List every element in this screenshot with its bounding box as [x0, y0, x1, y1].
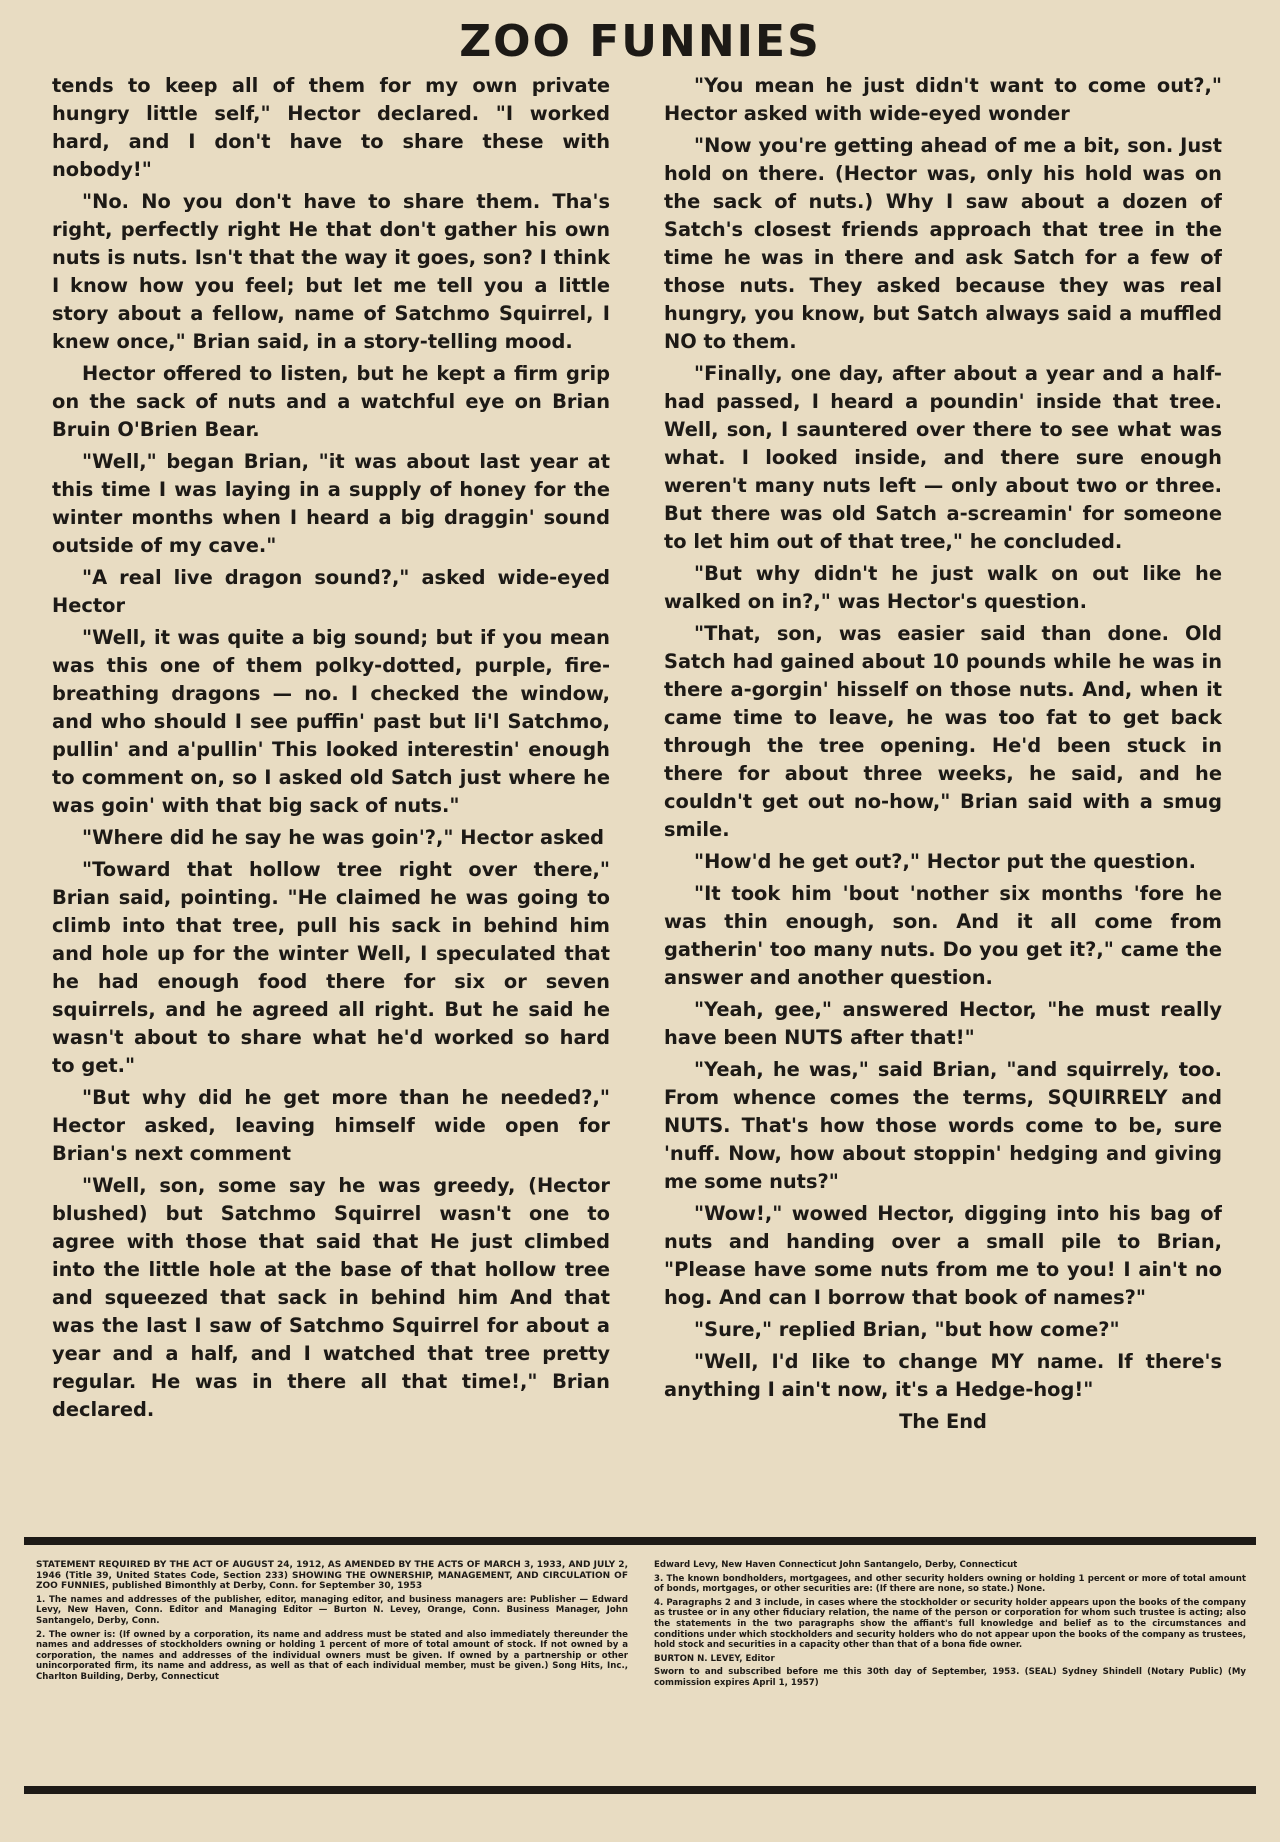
- statement-column-left: [36, 1560, 628, 1772]
- statement-paragraph: Sworn to and subscribed before me this 30th day of September, 1953. (SEAL) Sydney Shindell (Notary Public) (My commission expires April 1, 1957): [654, 1667, 1246, 1688]
- statement-paragraph: 4. Paragraphs 2 and 3 include, in cases where the stockholder or security holder appears upon the books of the company as trustee or in any other fiduciary relation, the name of the person or corporation for whom such trustee is acting; also the statements in the two paragraphs show the affiant's full knowledge and belief as to the circumstances and conditions under which stockholders and security holders who do not appear upon the books of the company as trustees, hold stock and securities in a capacity other than that of a bona fide owner.: [654, 1597, 1246, 1651]
- story-paragraph: "But why didn't he just walk on out like he walked on in?," was Hector's question.: [664, 562, 1222, 613]
- story-paragraph: "How'd he get out?," Hector put the question.: [694, 850, 1196, 873]
- story-paragraph: "Where did he say he was goin'?," Hector asked: [82, 826, 605, 849]
- story-paragraph: "Well, son, some say he was greedy, (Hector blushed) but Satchmo Squirrel wasn't one to agree with those that said that He just climbed into the little hole at the base of that hollow tree and squeezed that sack in behind him And that was the last I saw of Satchmo Squirrel for about a year and a half, and I watched that tree pretty regular. He was in there all that time!," Brian declared.: [52, 1174, 610, 1421]
- statement-paragraph: BURTON N. LEVEY, Editor: [654, 1653, 775, 1664]
- divider-rule-bottom: [24, 1786, 1256, 1794]
- story-paragraph: "That, son, was easier said than done. Old Satch had gained about 10 pounds while he was in there a-gorgin' hisself on those nuts. And, when it came time to leave, he was too fat to get back through the tree opening. He'd been stuck in there for about three weeks, he said, and he couldn't get out no-how," Brian said with a smug smile.: [664, 622, 1222, 841]
- story-paragraph: "You mean he just didn't want to come out?," Hector asked with wide-eyed wonder: [664, 74, 1222, 125]
- story-paragraph: "Toward that hollow tree right over there," Brian said, pointing. "He claimed he was going to climb into that tree, pull his sack in behind him and hole up for the winter Well, I speculated that he had enough food there for six or seven squirrels, and he agreed all right. But he said he wasn't about to share what he'd worked so hard to get.": [52, 858, 610, 1077]
- divider-rule-top: [24, 1537, 1256, 1545]
- story-paragraph: "Now you're getting ahead of me a bit, son. Just hold on there. (Hector was, only his hold was on the sack of nuts.) Why I saw about a dozen of Satch's closest friends approach that tree in the time he was in there and ask Satch for a few of those nuts. They asked because they was real hungry, you know, but Satch always said a muffled NO to them.: [664, 134, 1222, 353]
- story-paragraph: "No. No you don't have to share them. Tha's right, perfectly right He that don't gather his own nuts is nuts. Isn't that the way it goes, son? I think I know how you feel; but let me tell you a little story about a fellow, name of Satchmo Squirrel, I knew once," Brian said, in a story-telling mood.: [52, 190, 610, 353]
- story-paragraph: "Well, I'd like to change MY name. If there's anything I ain't now, it's a Hedge-hog!": [664, 1350, 1222, 1401]
- story-paragraph: "Yeah, he was," said Brian, "and squirrely, too. From whence comes the terms, SQUIRRELY and NUTS. That's how those words come to be, sure 'nuff. Now, how about stoppin' hedging and giving me some nuts?": [664, 1058, 1222, 1193]
- story-paragraph: Hector offered to listen, but he kept a firm grip on the sack of nuts and a watchful eye on Brian Bruin O'Brien Bear.: [52, 362, 610, 441]
- story-paragraph: "A real live dragon sound?," asked wide-eyed Hector: [52, 566, 610, 617]
- story-paragraph: tends to keep all of them for my own private hungry little self," Hector declared. "I worked hard, and I don't have to share these with nobody!": [52, 74, 610, 181]
- statement-paragraph: 1. The names and addresses of the publisher, editor, managing editor, and business managers are: Publisher — Edward Levy, New Haven, Conn. Editor and Managing Editor — Burton N. Levey, Orange, Conn. Business Manager, John Santangelo, Derby, Conn.: [36, 1594, 628, 1626]
- story-paragraph: "It took him 'bout 'nother six months 'fore he was thin enough, son. And it all come from gatherin' too many nuts. Do you get it?," came the answer and another question.: [664, 882, 1222, 989]
- story-paragraph: "Sure," replied Brian, "but how come?": [694, 1318, 1120, 1341]
- story-paragraph: "Finally, one day, after about a year and a half-had passed, I heard a poundin' inside that tree. Well, son, I sauntered over there to see what was what. I looked inside, and there sure enough weren't many nuts left — only about two or three. But there was old Satch a-screamin' for someone to let him out of that tree," he concluded.: [664, 362, 1222, 553]
- story-paragraph: "But why did he get more than he needed?," Hector asked, leaving himself wide open for Brian's next comment: [52, 1086, 610, 1165]
- story-ending: The End: [899, 1410, 987, 1433]
- story-text: [52, 72, 1222, 1520]
- statement-paragraph: Edward Levy, New Haven Connecticut John Santangelo, Derby, Connecticut: [654, 1560, 1018, 1570]
- story-column-right: [664, 72, 1222, 1520]
- statement-paragraph: 2. The owner is: (If owned by a corporation, its name and address must be stated and also immediately thereunder the names and addresses of stockholders owning or holding 1 percent of more of total amount of stock. If not owned by a corporation, the names and addresses of the individual owners must be given. If owned by a partnership or other unincorporated firm, its name and address, as well as that of each individual member, must be given.) Song Hits, Inc., Charlton Building, Derby, Connecticut: [36, 1629, 628, 1682]
- story-paragraph: "Well, it was quite a big sound; but if you mean was this one of them polky-dotted, purple, fire-breathing dragons — no. I checked the window, and who should I see puffin' past but li'l Satchmo, pullin' and a'pullin' This looked interestin' enough to comment on, so I asked old Satch just where he was goin' with that big sack of nuts.": [52, 626, 610, 817]
- story-paragraph: "Well," began Brian, "it was about last year at this time I was laying in a supply of honey for the winter months when I heard a big draggin' sound outside of my cave.": [52, 450, 610, 557]
- statement-paragraph: STATEMENT REQUIRED BY THE ACT OF AUGUST 24, 1912, AS AMENDED BY THE ACTS OF MARCH 3, 1933, AND JULY 2, 1946 (Title 39, United States Code, Section 233) SHOWING THE OWNERSHIP, MANAGEMENT, AND CIRCULATION OF ZOO FUNNIES, published Bimonthly at Derby, Conn. for September 30, 1953: [36, 1560, 628, 1592]
- story-paragraph: "Wow!," wowed Hector, digging into his bag of nuts and handing over a small pile to Brian, "Please have some nuts from me to you! I ain't no hog. And can I borrow that book of names?": [664, 1202, 1222, 1309]
- statement-column-right: [654, 1560, 1246, 1772]
- ownership-statement: [36, 1560, 1246, 1772]
- statement-paragraph: 3. The known bondholders, mortgagees, and other security holders owning or holding 1 percent or more of total amount of bonds, mortgages, or other securities are: (If there are none, so state.) None.: [654, 1573, 1246, 1595]
- story-paragraph: "Yeah, gee," answered Hector, "he must really have been NUTS after that!": [664, 998, 1222, 1049]
- page-title: ZOO FUNNIES: [459, 16, 821, 67]
- story-column-left: [52, 72, 610, 1520]
